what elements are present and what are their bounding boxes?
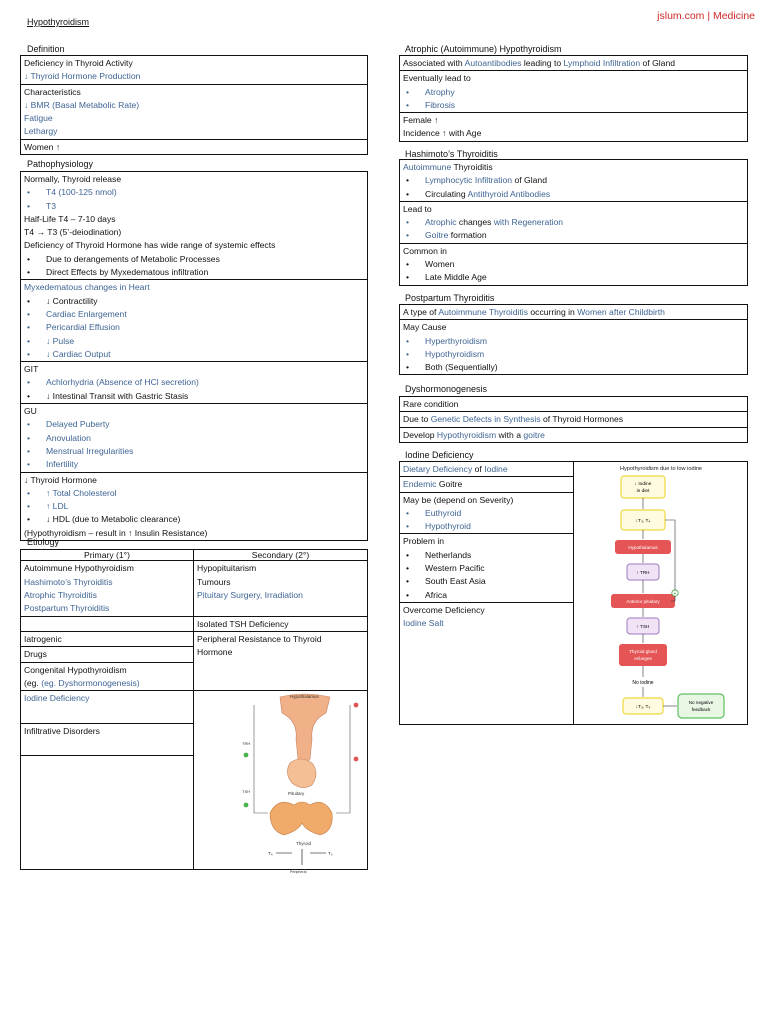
atrophic-heading: Atrophic (Autoimmune) Hypothyroidism — [405, 44, 562, 54]
text-line: Characteristics — [24, 86, 81, 97]
bullet-item: Circulating Antithyroid Antibodies — [425, 188, 551, 199]
bullet-item: T4 (100-125 nmol) — [46, 187, 117, 198]
text-line — [24, 432, 364, 445]
text-line: Lethargy — [24, 126, 58, 137]
table-cell — [400, 201, 747, 243]
svg-text:Thyroid gland: Thyroid gland — [629, 649, 657, 654]
bullet-item: Atrophy — [425, 86, 455, 97]
text-line — [403, 271, 744, 284]
bullet-item: South East Asia — [425, 576, 486, 587]
table-cell — [400, 243, 747, 285]
table-cell — [400, 70, 747, 112]
svg-text:↑ TSH: ↑ TSH — [636, 624, 650, 629]
text-line — [403, 549, 571, 562]
text-line: A type of Autoimmune Thyroiditis occurring in Women after Childbirth — [403, 307, 665, 317]
text-line: Congenital Hypothyroidism — [24, 664, 127, 675]
bullet-item: Direct Effects by Myxedematous infiltration — [46, 267, 209, 278]
table-cell — [21, 171, 367, 279]
svg-text:↓T₃, T₄: ↓T₃, T₄ — [635, 705, 651, 710]
definition-box — [20, 55, 368, 155]
bullet-item: Cardiac Enlargement — [46, 308, 127, 319]
text-line — [24, 295, 364, 308]
text-line: Peripheral Resistance to Thyroid — [197, 633, 322, 644]
text-line: T4 → T3 (5’-deiodination) — [24, 227, 122, 238]
text-line — [24, 445, 364, 458]
svg-text:No iodine: No iodine — [632, 680, 654, 686]
bullet-item: Achlorhydria (Absence of HCl secretion) — [46, 377, 199, 388]
text-line: Iodine Salt — [403, 618, 444, 629]
text-line — [24, 458, 364, 471]
table-cell — [21, 279, 367, 361]
text-line: ↓ Thyroid Hormone — [24, 474, 97, 485]
svg-text:Thyroid: Thyroid — [296, 841, 312, 847]
svg-text:Hypothalamus: Hypothalamus — [290, 694, 319, 700]
text-line — [403, 99, 744, 112]
svg-text:feedback: feedback — [691, 707, 711, 712]
text-line — [403, 335, 744, 348]
bullet-item: Africa — [425, 589, 447, 600]
svg-text:No negative: No negative — [688, 700, 714, 705]
bullet-item: Hypothyroidism — [425, 348, 485, 359]
text-line — [403, 174, 744, 187]
text-line: Eventually lead to — [403, 73, 471, 84]
table-cell — [400, 411, 747, 426]
bullet-item: Women — [425, 259, 455, 270]
table-cell — [400, 112, 747, 141]
svg-text:↓T₃, T₄: ↓T₃, T₄ — [635, 519, 651, 524]
text-line: Rare condition — [403, 399, 459, 409]
table-cell — [400, 396, 747, 411]
bullet-item: ↓ Cardiac Output — [46, 348, 111, 359]
svg-text:Anterior pituitary: Anterior pituitary — [626, 599, 660, 604]
iodine-box — [399, 461, 748, 725]
svg-text:Hypothyroidism due to low iodi: Hypothyroidism due to low iodine — [619, 466, 703, 472]
text-line: Common in — [403, 245, 447, 256]
table-cell — [400, 304, 747, 319]
text-line — [403, 229, 744, 242]
svg-text:Peripheral: Peripheral — [290, 870, 307, 875]
text-line — [24, 513, 364, 526]
text-line — [24, 376, 364, 389]
hashimoto-heading: Hashimoto’s Thyroiditis — [405, 149, 498, 159]
text-line — [403, 575, 571, 588]
text-line — [24, 186, 364, 199]
text-line — [24, 321, 364, 334]
svg-text:Hypothalamus: Hypothalamus — [628, 545, 658, 550]
svg-text:T₃: T₃ — [328, 851, 333, 857]
text-line — [24, 348, 364, 361]
bullet-item: Goitre formation — [425, 230, 487, 241]
text-line — [403, 589, 571, 602]
text-line: ↓ Thyroid Hormone Production — [24, 71, 141, 82]
bullet-item: Hyperthyroidism — [425, 335, 488, 346]
text-line — [403, 361, 744, 374]
text-line: Half-Life T4 – 7-10 days — [24, 213, 116, 224]
bullet-item: Atrophic changes with Regeneration — [425, 217, 564, 228]
text-line: Drugs — [24, 649, 47, 660]
text-line: Deficiency of Thyroid Hormone has wide range of systemic effects — [24, 240, 276, 251]
bullet-item: Menstrual Irregularities — [46, 445, 134, 456]
text-line: Overcome Deficiency — [403, 604, 485, 615]
table-cell — [21, 472, 367, 540]
text-line — [403, 258, 744, 271]
text-line — [24, 308, 364, 321]
atrophic-box — [399, 55, 748, 142]
text-line — [24, 390, 364, 403]
table-cell — [21, 139, 367, 154]
text-line — [403, 216, 744, 229]
dyshormo-heading: Dyshormonogenesis — [405, 384, 488, 394]
page-title: Hypothyroidism — [27, 17, 90, 27]
table-cell — [21, 361, 367, 403]
postpartum-heading: Postpartum Thyroiditis — [405, 293, 495, 303]
text-line — [403, 507, 571, 520]
bullet-item: Late Middle Age — [425, 272, 487, 283]
text-line: Isolated TSH Deficiency — [197, 618, 289, 629]
text-line: Deficiency in Thyroid Activity — [24, 58, 133, 68]
table-cell — [400, 159, 747, 201]
bullet-item: Euthyroid — [425, 507, 462, 518]
text-line: Iatrogenic — [24, 633, 62, 644]
bullet-item: Pericardial Effusion — [46, 322, 120, 333]
bullet-item: Anovulation — [46, 432, 91, 443]
bullet-item: Hypothyroid — [425, 521, 471, 532]
bullet-item: ↓ Contractility — [46, 295, 98, 306]
text-line: Dietary Deficiency of Iodine — [403, 464, 508, 474]
hashimoto-box — [399, 159, 748, 286]
bullet-item: Lymphocytic Infiltration of Gland — [425, 175, 547, 186]
svg-text:TSH: TSH — [242, 789, 250, 795]
bullet-item: ↓ Intestinal Transit with Gastric Stasis — [46, 390, 189, 401]
text-line: Normally, Thyroid release — [24, 174, 122, 184]
bullet-item: ↑ LDL — [46, 501, 69, 512]
table-cell — [400, 476, 574, 491]
text-line: Female ↑ — [403, 115, 439, 126]
bullet-item: Due to derangements of Metabolic Processes — [46, 253, 220, 264]
text-line: GU — [24, 406, 37, 417]
text-line — [24, 200, 364, 213]
svg-text:+: + — [673, 591, 677, 597]
text-line: Hypopituitarism — [197, 563, 257, 574]
table-cell — [400, 602, 574, 631]
text-line — [24, 253, 364, 266]
text-line: Women ↑ — [24, 141, 61, 152]
text-line: Hormone — [197, 647, 233, 658]
etiology-table: Primary (1°) Secondary (2°) Autoimmune Hypothyroidism Hashimoto’s Thyroiditis Atrophic Thyroiditis Postpartum Thyroiditis Hypopituitarism Tumours Pituitary Surgery, Irradiation Isolated TSH Deficiency Iatrogenic Peripheral Resistance to Thyroid Hormone Drugs Congenital Hypothyroidism (eg. (eg. Dyshormonogenesis) Iodine Deficiency Hypothalamus Pituitary Thyroid TRH TSH T₄ T₃ Peripheral Infiltrative Disorders — [20, 549, 368, 870]
text-line: Hashimoto’s Thyroiditis — [24, 576, 113, 587]
postpartum-box — [399, 304, 748, 375]
bullet-item: ↑ Total Cholesterol — [46, 487, 117, 498]
text-line: Infiltrative Disorders — [24, 725, 100, 736]
iodine-heading: Iodine Deficiency — [405, 450, 474, 460]
text-line: Due to Genetic Defects in Synthesis of Thyroid Hormones — [403, 414, 624, 425]
text-line: Problem in — [403, 536, 445, 547]
text-line: Iodine Deficiency — [24, 693, 90, 704]
text-line — [403, 86, 744, 99]
text-line: Autoimmune Thyroiditis — [403, 162, 493, 172]
iodine-flowchart — [575, 462, 747, 724]
svg-text:in diet: in diet — [636, 489, 650, 494]
table-cell — [400, 492, 574, 534]
etiology-heading: Etiology — [27, 537, 60, 547]
svg-text:TRH: TRH — [242, 741, 251, 747]
text-line: Pituitary Surgery, Irradiation — [197, 590, 303, 601]
bullet-item: ↓ HDL (due to Metabolic clearance) — [46, 514, 181, 525]
text-line: Endemic Goitre — [403, 479, 463, 490]
text-line — [24, 335, 364, 348]
site-link[interactable]: jslum.com | Medicine — [657, 10, 755, 22]
text-line: (Hypothyroidism – result in ↑ Insulin Resistance) — [24, 527, 208, 538]
bullet-item: T3 — [46, 200, 57, 211]
patho-heading: Pathophysiology — [27, 159, 94, 169]
text-line: Tumours — [197, 576, 231, 587]
dyshormo-box — [399, 396, 748, 443]
bullet-item: Fibrosis — [425, 99, 456, 110]
text-line: Associated with Autoantibodies leading to Lymphoid Infiltration of Gland — [403, 58, 675, 68]
text-line: Incidence ↑ with Age — [403, 128, 482, 139]
hpt-axis-diagram — [240, 693, 368, 875]
text-line: May be (depend on Severity) — [403, 494, 514, 505]
bullet-item: Netherlands — [425, 549, 472, 560]
text-line — [403, 188, 744, 201]
svg-text:T₄: T₄ — [268, 851, 273, 857]
table-cell — [400, 427, 747, 442]
bullet-item: Both (Sequentially) — [425, 362, 498, 373]
table-cell — [21, 55, 367, 84]
text-line: (eg. (eg. Dyshormonogenesis) — [24, 677, 140, 688]
bullet-item: Western Pacific — [425, 563, 485, 574]
bullet-item: Infertility — [46, 459, 78, 470]
text-line: GIT — [24, 364, 39, 375]
text-line: May Cause — [403, 322, 447, 333]
text-line: Postpartum Thyroiditis — [24, 603, 110, 614]
svg-text:enlarges: enlarges — [634, 656, 652, 661]
bullet-item: Delayed Puberty — [46, 419, 110, 430]
text-line: ↓ BMR (Basal Metabolic Rate) — [24, 99, 140, 110]
text-line — [403, 562, 571, 575]
text-line: Myxedematous changes in Heart — [24, 282, 150, 293]
text-line: Fatigue — [24, 113, 53, 124]
svg-text:↓ Iodine: ↓ Iodine — [634, 482, 652, 487]
text-line: Autoimmune Hypothyroidism — [24, 563, 134, 574]
table-cell — [400, 55, 747, 70]
text-line — [403, 520, 571, 533]
svg-text:↑ TRH: ↑ TRH — [636, 570, 650, 575]
table-cell — [400, 319, 747, 374]
text-line — [24, 500, 364, 513]
table-cell — [400, 462, 574, 476]
bullet-item: ↓ Pulse — [46, 335, 75, 346]
text-line — [24, 487, 364, 500]
text-line — [24, 266, 364, 279]
text-line: Develop Hypothyroidism with a goitre — [403, 429, 545, 440]
text-line — [403, 348, 744, 361]
patho-box — [20, 171, 368, 541]
text-line: Lead to — [403, 203, 432, 214]
text-line — [24, 418, 364, 431]
text-line: Atrophic Thyroiditis — [24, 590, 97, 601]
table-cell — [400, 533, 574, 601]
svg-text:Pituitary: Pituitary — [288, 791, 305, 797]
table-cell — [21, 84, 367, 139]
definition-heading: Definition — [27, 44, 65, 54]
table-cell — [21, 403, 367, 471]
